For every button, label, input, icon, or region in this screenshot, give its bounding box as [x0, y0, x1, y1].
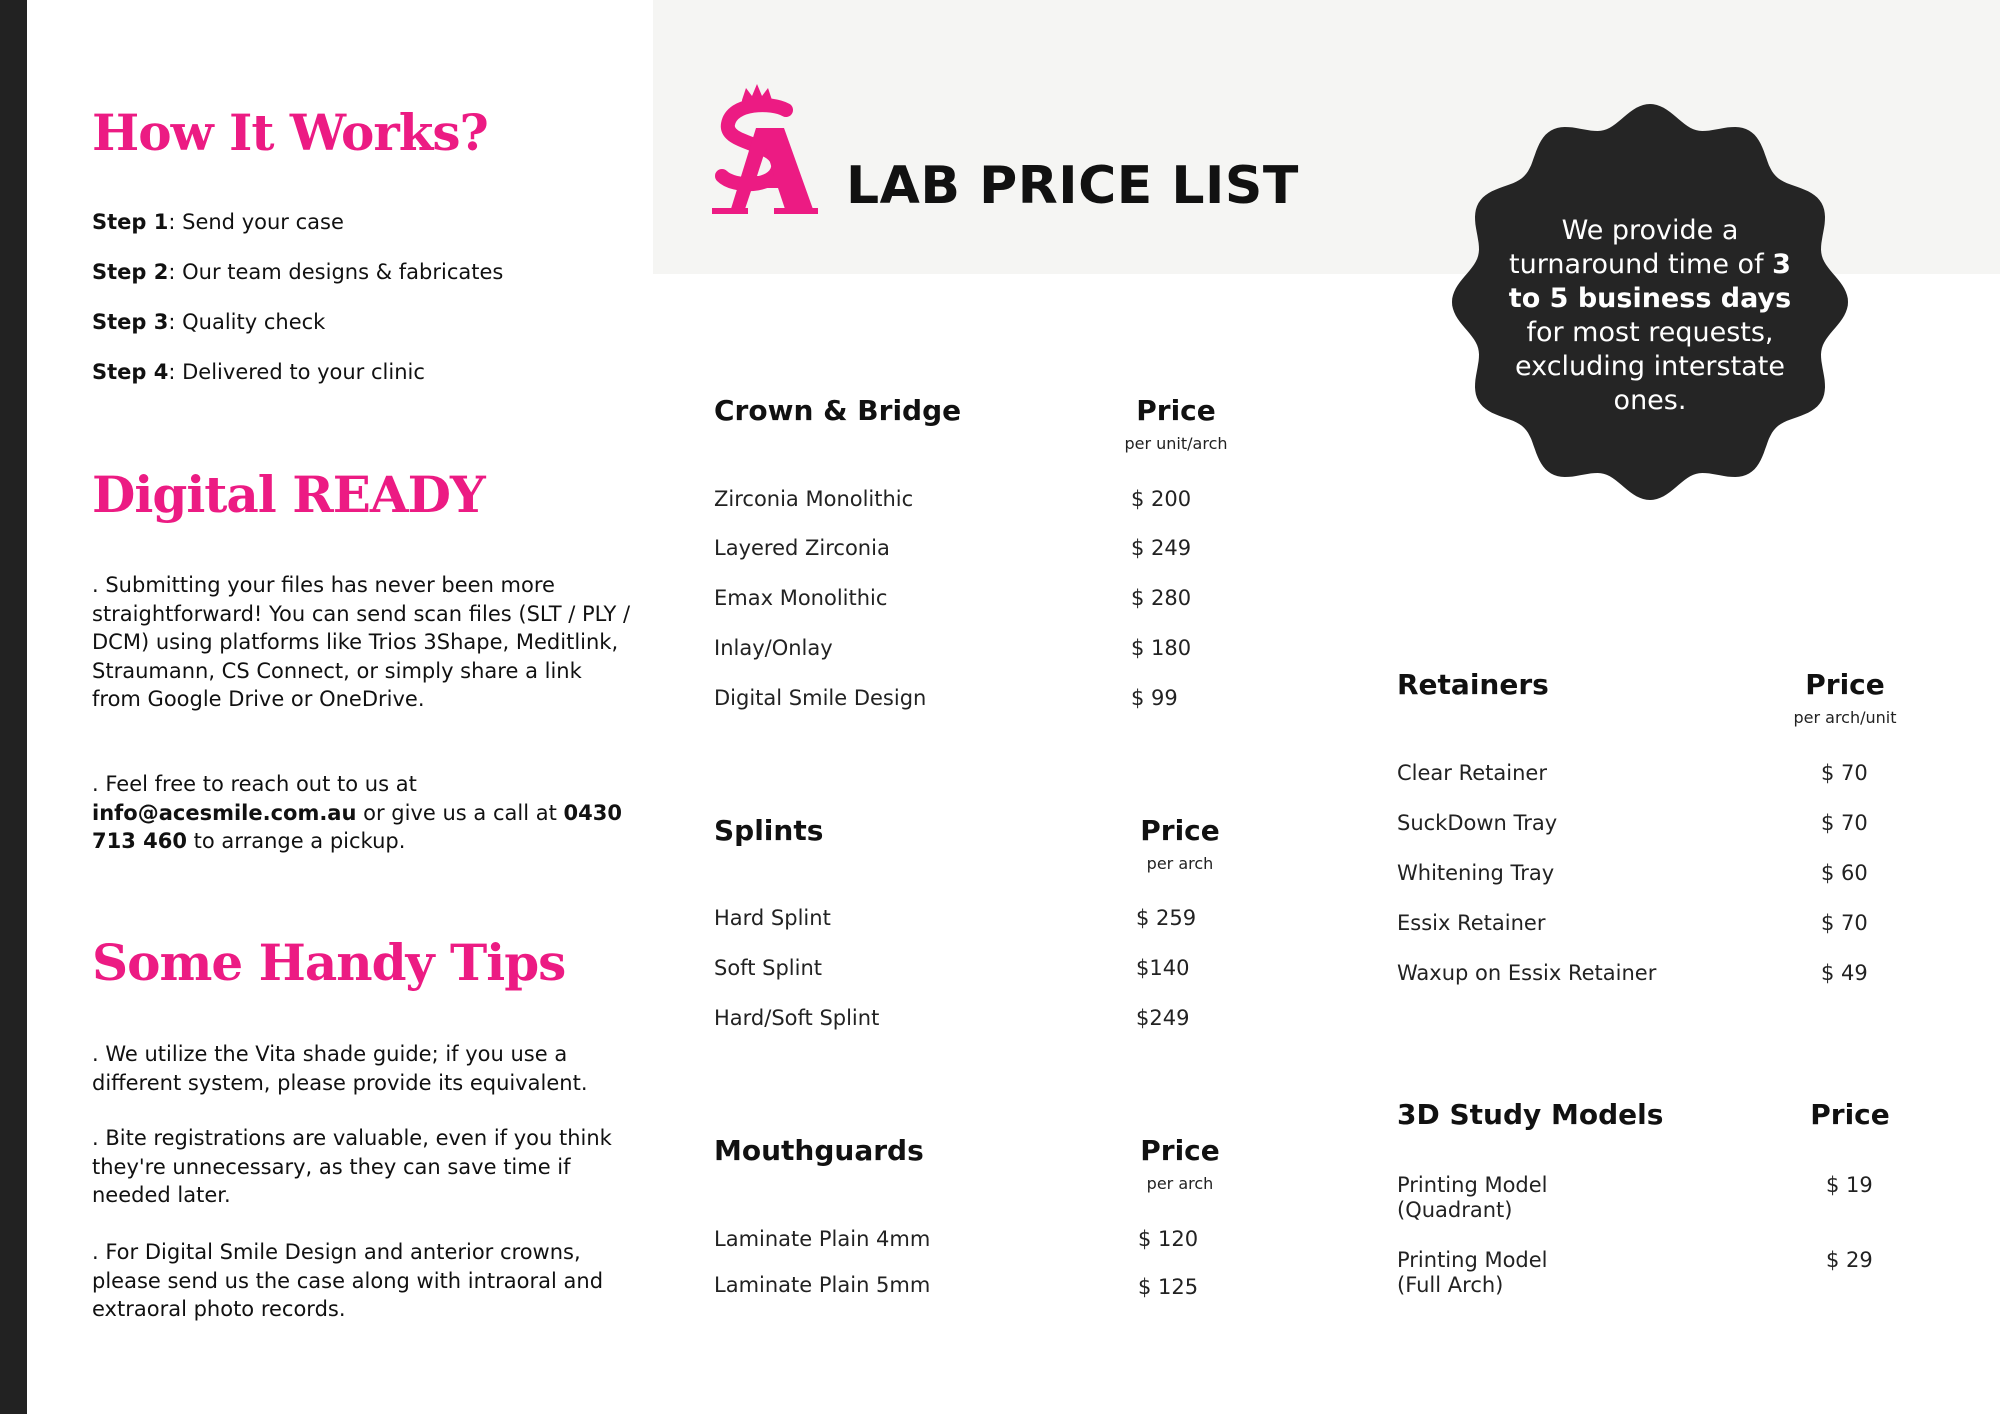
price-header: Price — [1805, 668, 1885, 701]
steps-list — [92, 207, 503, 407]
price-unit-note: per arch — [1146, 1174, 1214, 1193]
item-price: $ 249 — [1131, 536, 1192, 560]
step-item: Step 1: Send your case — [92, 210, 344, 234]
item-name: Whitening Tray — [1397, 861, 1555, 885]
item-name: Zirconia Monolithic — [714, 487, 914, 511]
item-price: $140 — [1136, 956, 1190, 980]
turnaround-badge: We provide a turnaround time of 3 to 5 business days for most requests, excluding interstate ones. — [1440, 92, 1860, 512]
item-price: $ 99 — [1131, 686, 1178, 710]
section-title: Retainers — [1397, 668, 1549, 701]
item-name: Digital Smile Design — [714, 686, 927, 710]
digital-ready-heading: Digital READY — [92, 465, 485, 524]
item-name: Inlay/Onlay — [714, 636, 833, 660]
study-models-section — [1397, 1098, 1957, 1301]
item-name: Emax Monolithic — [714, 586, 888, 610]
item-price: $ 120 — [1138, 1227, 1199, 1251]
crown-bridge-section — [714, 394, 1294, 727]
item-price: $ 280 — [1131, 586, 1192, 610]
section-title: Splints — [714, 814, 824, 847]
item-price: $ 200 — [1131, 487, 1192, 511]
step-item: Step 2: Our team designs & fabricates — [92, 260, 504, 284]
item-price: $ 29 — [1826, 1248, 1873, 1272]
contact-paragraph: . Feel free to reach out to us at info@acesmile.com.au or give us a call at 0430 713 460 to arrange a pickup. — [92, 772, 622, 853]
tip-paragraph: . For Digital Smile Design and anterior crowns, please send us the case along with intraoral and extraoral photo records. — [92, 1240, 604, 1321]
item-price: $ 180 — [1131, 636, 1192, 660]
item-price: $ 259 — [1136, 906, 1197, 930]
item-name: Soft Splint — [714, 956, 822, 980]
item-price: $ 49 — [1821, 961, 1868, 985]
price-header: Price — [1810, 1098, 1890, 1131]
item-price: $ 125 — [1138, 1275, 1199, 1299]
step-item: Step 4: Delivered to your clinic — [92, 360, 425, 384]
step-item: Step 3: Quality check — [92, 310, 326, 334]
price-unit-note: per arch — [1146, 854, 1214, 873]
item-name: Hard/Soft Splint — [714, 1006, 880, 1030]
contact-phone[interactable]: 0430 713 460 — [92, 800, 622, 853]
item-name: Hard Splint — [714, 906, 831, 930]
item-price: $ 70 — [1821, 911, 1868, 935]
item-name: Waxup on Essix Retainer — [1397, 961, 1657, 985]
digital-paragraph: . Submitting your files has never been more straightforward! You can send scan files (SLT / PLY / DCM) using platforms like Trios 3Shape, Meditlink, Straumann, CS Connect, or simply share a link from Google Drive or OneDrive. — [92, 573, 631, 711]
crown-monogram-logo-icon — [712, 84, 818, 216]
item-price: $ 70 — [1821, 761, 1868, 785]
handy-tips-heading: Some Handy Tips — [92, 933, 566, 992]
item-price: $ 70 — [1821, 811, 1868, 835]
item-name: Laminate Plain 5mm — [714, 1273, 931, 1297]
price-unit-note: per unit/arch — [1124, 434, 1228, 453]
item-price: $ 60 — [1821, 861, 1868, 885]
page-title: LAB PRICE LIST — [846, 156, 1299, 216]
item-name: SuckDown Tray — [1397, 811, 1558, 835]
retainers-section — [1397, 668, 1957, 991]
price-unit-note: per arch/unit — [1793, 708, 1897, 727]
item-price: $249 — [1136, 1006, 1190, 1030]
item-name: Layered Zirconia — [714, 536, 890, 560]
tip-paragraph: . We utilize the Vita shade guide; if you use a different system, please provide its equivalent. — [92, 1042, 588, 1095]
item-name: Clear Retainer — [1397, 761, 1547, 785]
item-name: Printing Model (Full Arch) — [1397, 1248, 1548, 1297]
section-title: 3D Study Models — [1397, 1098, 1664, 1131]
splints-section — [714, 814, 1294, 1037]
section-title: Crown & Bridge — [714, 394, 962, 427]
contact-email[interactable]: info@acesmile.com.au — [92, 800, 357, 825]
item-name: Printing Model (Quadrant) — [1397, 1173, 1548, 1222]
price-header: Price — [1136, 394, 1216, 427]
tip-paragraph: . Bite registrations are valuable, even if you think they're unnecessary, as they can save time if needed later. — [92, 1126, 612, 1207]
item-name: Essix Retainer — [1397, 911, 1546, 935]
left-edge-bar — [0, 0, 27, 1414]
how-it-works-heading: How It Works? — [92, 103, 488, 162]
price-header: Price — [1140, 814, 1220, 847]
item-price: $ 19 — [1826, 1173, 1873, 1197]
mouthguards-section — [714, 1134, 1294, 1307]
price-header: Price — [1140, 1134, 1220, 1167]
section-title: Mouthguards — [714, 1134, 924, 1167]
item-name: Laminate Plain 4mm — [714, 1227, 931, 1251]
